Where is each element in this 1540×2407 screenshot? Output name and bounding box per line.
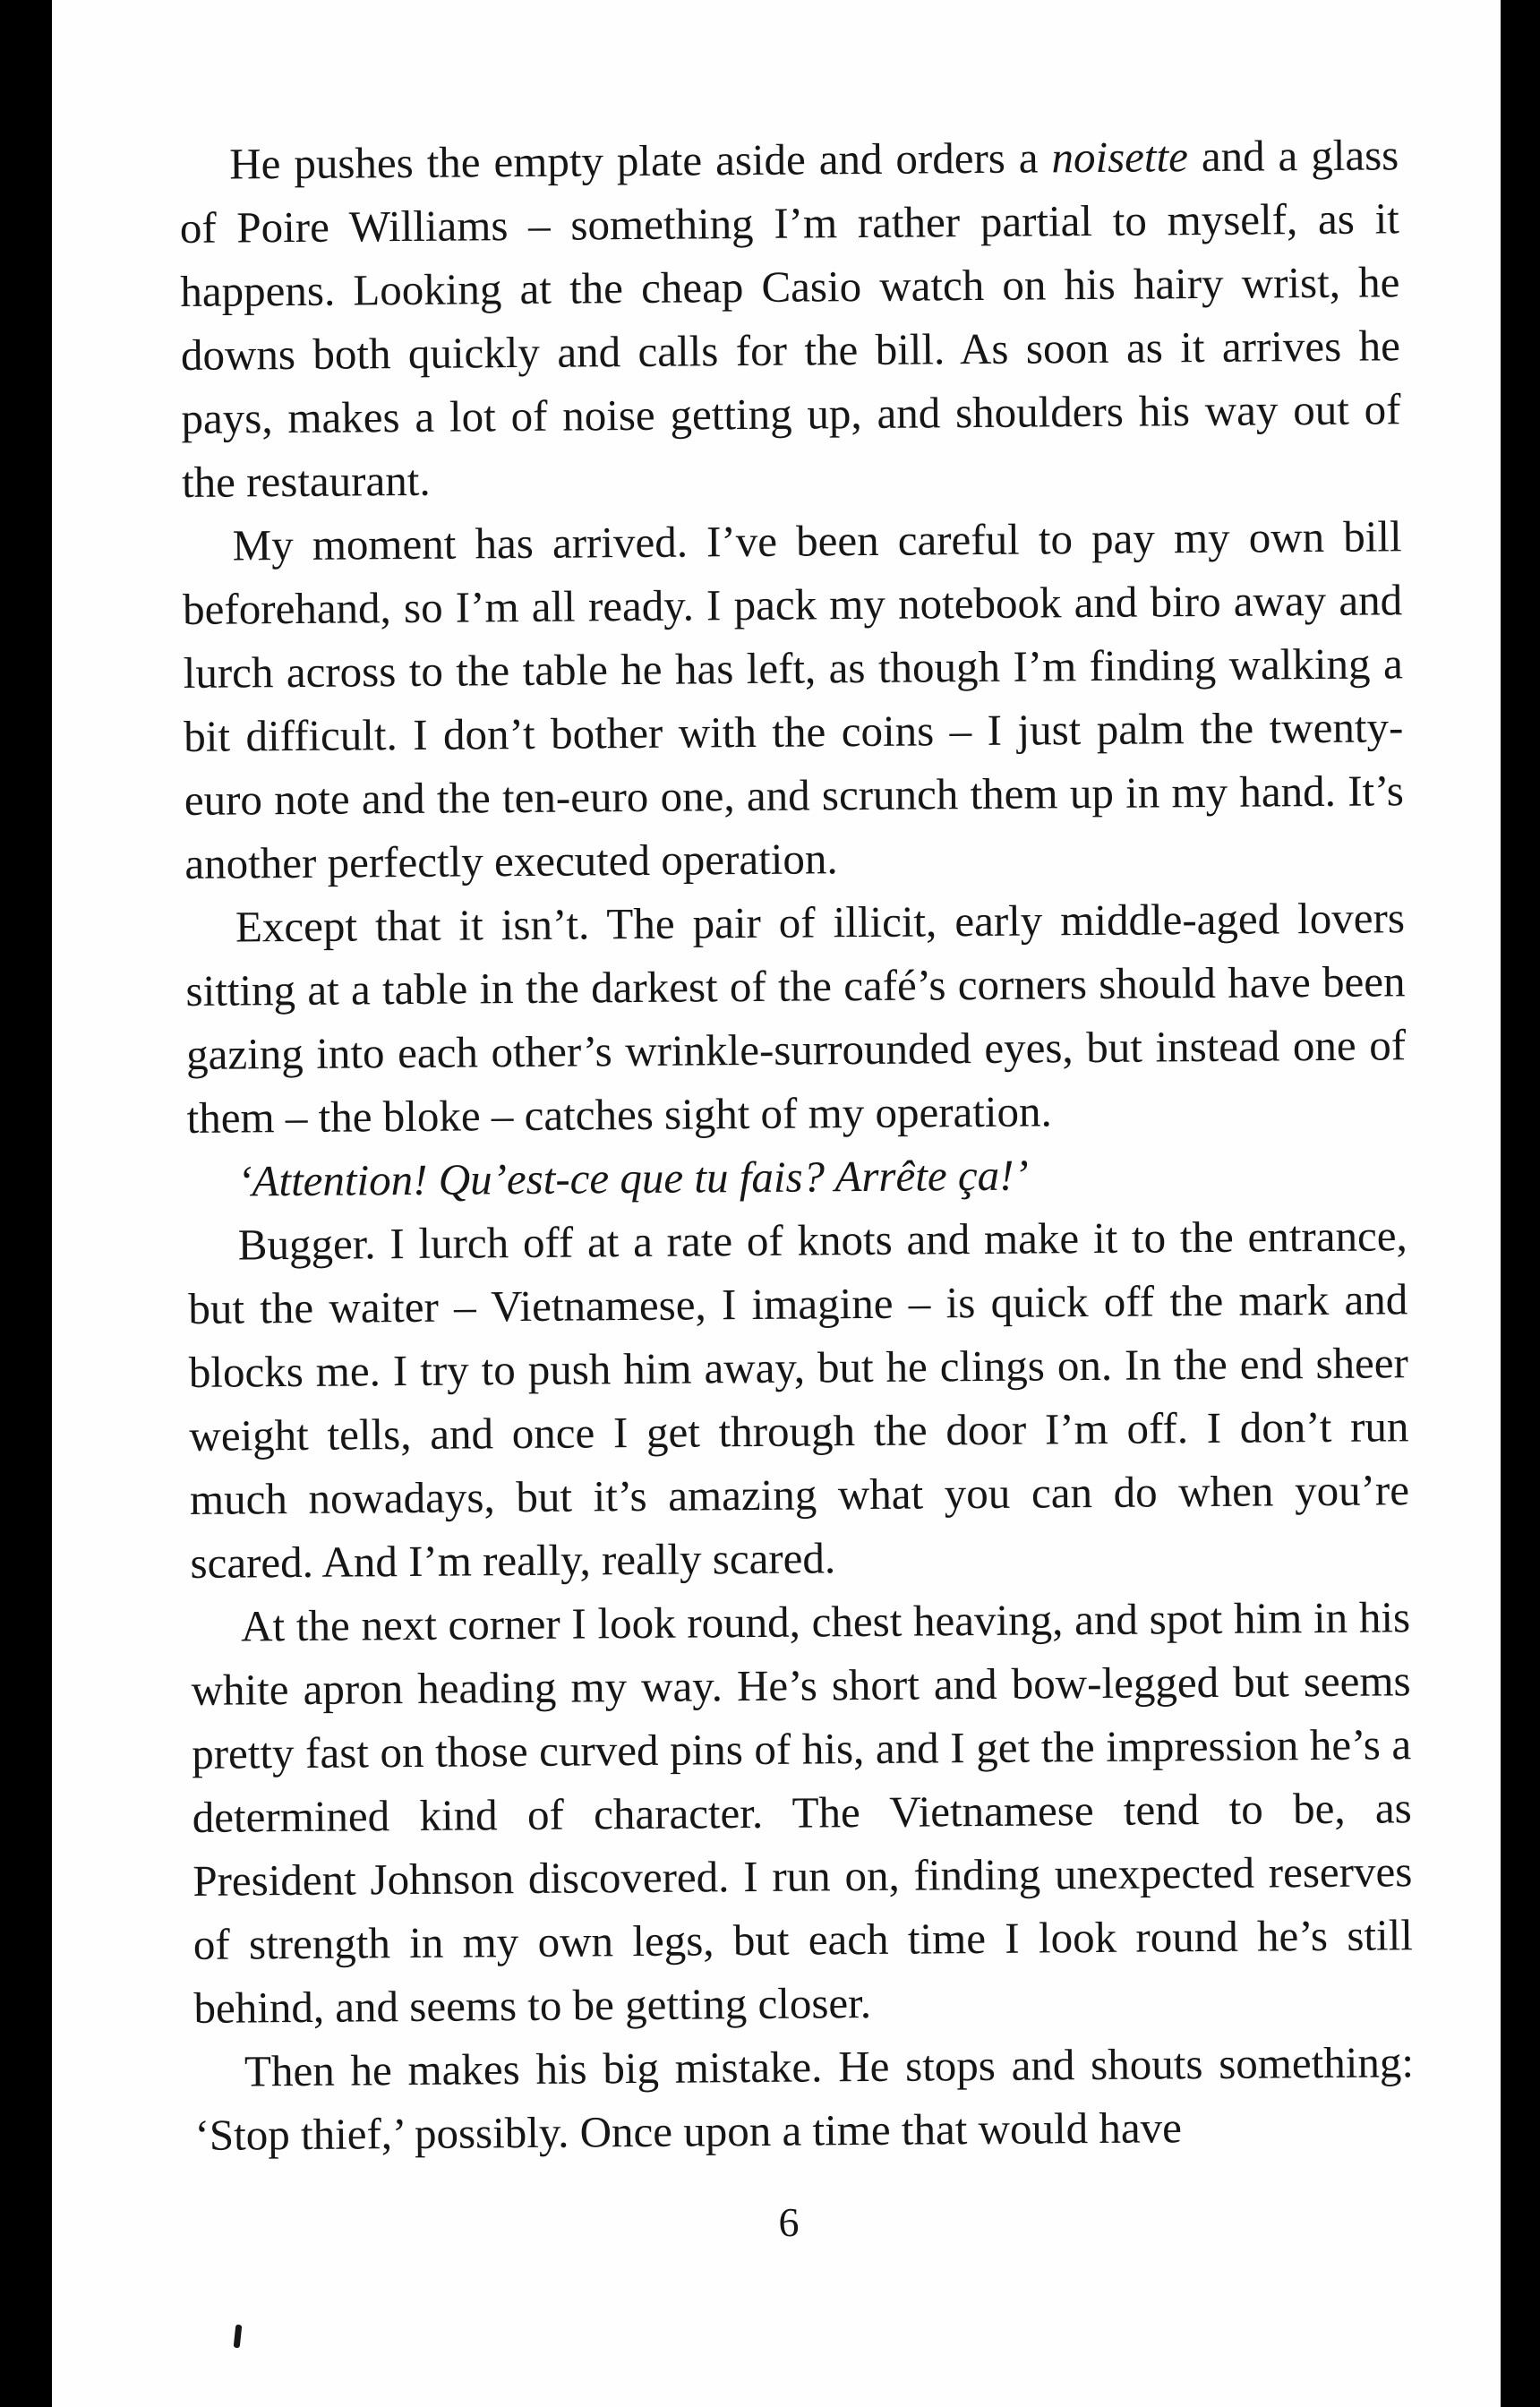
page-number: 6 bbox=[778, 2199, 800, 2245]
paragraph: Bugger. I lurch off at a rate of knots and make it to the entrance, but the waiter – Vietnamese, I imagine – is quick off the mark and blocks me. I try to push him away, but he clings on. In the end sheer weight tells, and once I get through the door I’m off. I don’t run much nowadays, but it’s amazing what you can do when you’re scared. And I’m really, really scared. bbox=[188, 1211, 1410, 1588]
scan-edge-right bbox=[1501, 0, 1540, 2407]
paragraph: My moment has arrived. I’ve been careful to pay my own bill beforehand, so I’m all ready. I pack my notebook and biro away and lurch across to the table he has left, as though I’m finding walking a bit difficult. I don’t bother with the coins – I just palm the twenty-euro note and the ten-euro one, and scrunch them up in my hand. It’s another perfectly executed operation. bbox=[182, 511, 1405, 888]
scan-artifact-mark bbox=[234, 2325, 243, 2349]
page-text bbox=[179, 123, 1415, 2167]
paragraph: ‘Attention! Qu’est-ce que tu fais? Arrête ça!’ bbox=[236, 1150, 1029, 1206]
scan-edge-left bbox=[0, 0, 52, 2407]
paragraph: He pushes the empty plate aside and orders a noisette and a glass of Poire Williams – something I’m rather partial to myself, as it happens. Looking at the cheap Casio watch on his hairy wrist, he downs both quickly and calls for the bill. As soon as it arrives he pays, makes a lot of noise getting up, and shoulders his way out of the restaurant. bbox=[179, 130, 1401, 507]
paragraph: Except that it isn’t. The pair of illicit, early middle-aged lovers sitting at a table in the darkest of the café’s corners should have been gazing into each other’s wrinkle-surrounded eyes, but instead one of them – the bloke – catches sight of my operation. bbox=[185, 893, 1407, 1143]
paragraph: Then he makes his big mistake. He stops and shouts something: ‘Stop thief,’ possibly. Once upon a time that would have bbox=[194, 2037, 1415, 2160]
paragraph: At the next corner I look round, chest heaving, and spot him in his white apron heading my way. He’s short and bow-legged but seems pretty fast on those curved pins of his, and I get the impression he’s a determined kind of character. The Vietnamese tend to be, as President Johnson discovered. I run on, finding unexpected reserves of strength in my own legs, but each time I look round he’s still behind, and seems to be getting closer. bbox=[191, 1592, 1414, 2033]
